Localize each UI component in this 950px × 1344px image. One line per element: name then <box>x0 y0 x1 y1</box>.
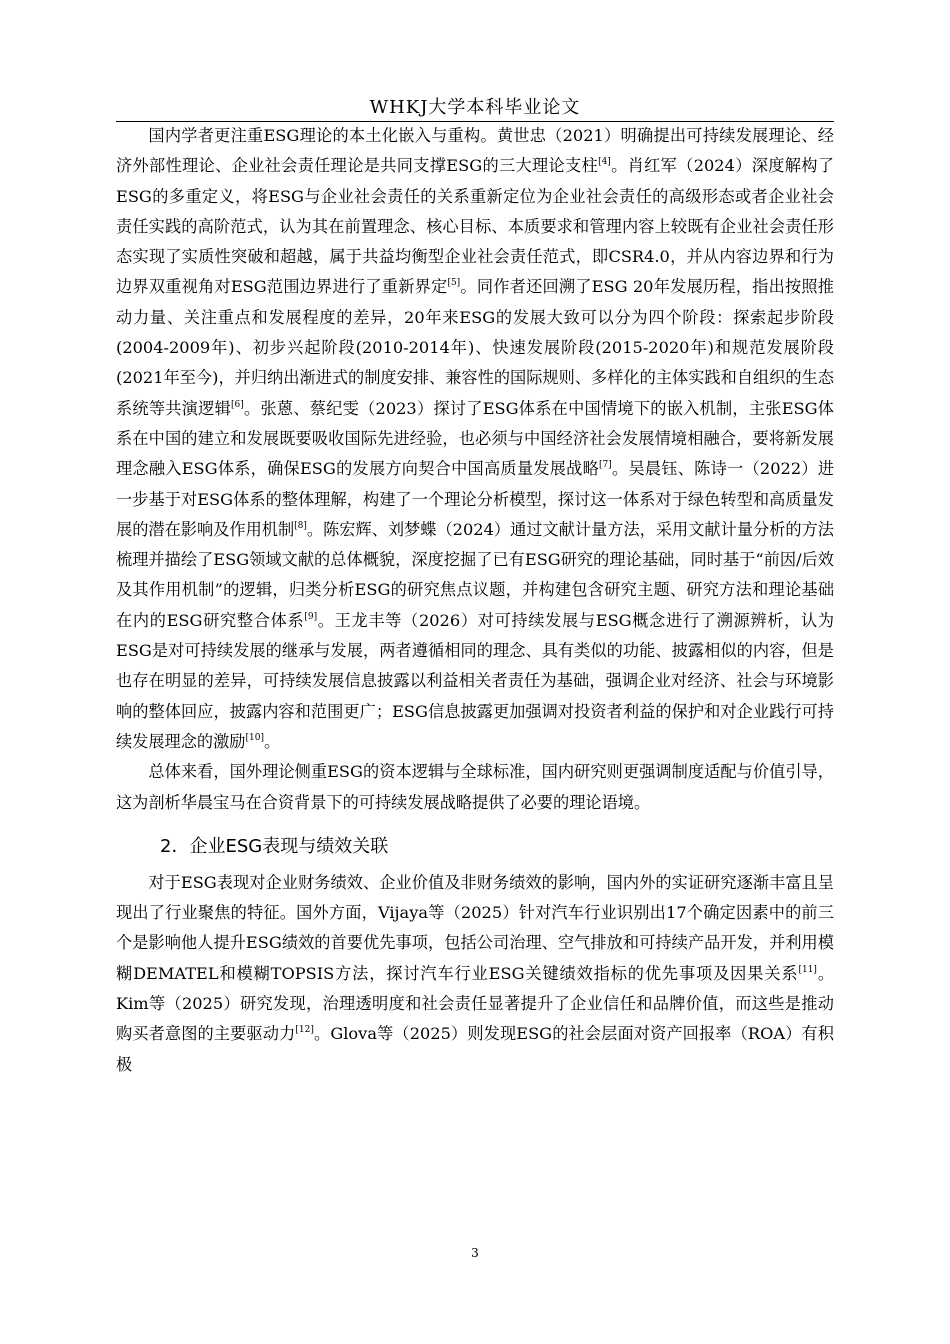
text-segment: 。Kim等（2025）研究发现，治理透明度和社会责任显著提升了企业信任和品牌价值，而这些是推动购买者意图的主要驱动力 <box>116 963 835 1044</box>
body-paragraph <box>116 121 834 757</box>
running-header: WHKJ大学本科毕业论文 <box>369 97 581 118</box>
text-segment: 。张蒽、蔡纪雯（2023）探讨了ESG体系在中国情境下的嵌入机制，主张ESG体系在中国的建立和发展既要吸收国际先进经验，也必须与中国经济社会发展情境相融合，要将新发展理念融入ESG体系，确保ESG的发展方向契合中国高质量发展战略 <box>116 398 834 479</box>
text-segment: 总体来看，国外理论侧重ESG的资本逻辑与全球标准，国内研究则更强调制度适配与价值引导，这为剖析华晨宝马在合资背景下的可持续发展战略提供了必要的理论语境。 <box>116 762 834 812</box>
text-segment: 。同作者还回溯了ESG 20年发展历程，指出按照推动力量、关注重点和发展程度的差异，20年来ESG的发展大致可以分为四个阶段：探索起步阶段(2004-2009年)、初步兴起阶段(2010-2014年)、快速发展阶段(2015-2020年)和规范发展阶段(2021年至今)，并归纳出渐进式的制度安排、兼容性的国际规则、多样化的主体实践和自组织的生态系统等共演逻辑 <box>116 277 834 418</box>
text-segment: 。陈宏辉、刘梦蝶（2024）通过文献计量方法，采用文献计量分析的方法梳理并描绘了ESG领域文献的总体概貌，深度挖掘了已有ESG研究的理论基础，同时基于“前因/后效及其作用机制”的逻辑，归类分析ESG的研究焦点议题，并构建包含研究主题、研究方法和理论基础在内的ESG研究整合体系 <box>116 519 834 630</box>
citation-marker: [8] <box>294 520 307 531</box>
citation-marker: [4] <box>598 157 611 168</box>
text-segment: 。吴晨钰、陈诗一（2022）进一步基于对ESG体系的整体理解，构建了一个理论分析模型，探讨这一体系对于绿色转型和高质量发展的潜在影响及作用机制 <box>116 459 834 539</box>
page-number: 3 <box>471 1246 479 1260</box>
section-heading <box>116 832 834 862</box>
citation-marker: [7] <box>599 460 612 471</box>
citation-marker: [11] <box>798 964 817 975</box>
text-segment: 国内学者更注重ESG理论的本土化嵌入与重构。黄世忠（2021）明确提出可持续发展理论、经济外部性理论、企业社会责任理论是共同支撑ESG的三大理论支柱 <box>116 126 834 176</box>
body-paragraph <box>116 757 834 818</box>
citation-marker: [10] <box>245 732 264 743</box>
citation-marker: [12] <box>295 1025 314 1036</box>
citation-marker: [6] <box>231 399 244 410</box>
text-segment: 。王龙丰等（2026）对可持续发展与ESG概念进行了溯源辨析，认为ESG是对可持续发展的继承与发展，两者遵循相同的理念、具有类似的功能、披露相似的内容，但是也存在明显的差异，可持续发展信息披露以利益相关者责任为基础，强调企业对经济、社会与环境影响的整体回应，披露内容和范围更广；ESG信息披露更加强调对投资者利益的保护和对企业践行可持续发展理念的激励 <box>116 610 835 751</box>
citation-marker: [9] <box>304 611 318 622</box>
document-body <box>116 121 834 1080</box>
text-segment: 2．企业ESG表现与绩效关联 <box>160 835 389 857</box>
text-segment: 对于ESG表现对企业财务绩效、企业价值及非财务绩效的影响，国内外的实证研究逐渐丰富且呈现出了行业聚焦的特征。国外方面，Vijaya等（2025）针对汽车行业识别出17个确定因素中的前三个是影响他人提升ESG绩效的首要优先事项，包括公司治理、空气排放和可持续产品开发，并利用模糊DEMATEL和模糊TOPSIS方法，探讨汽车行业ESG关键绩效指标的优先事项及因果关系 <box>116 872 834 983</box>
citation-marker: [5] <box>447 278 461 289</box>
text-segment: 。 <box>263 731 281 751</box>
text-segment: 。肖红军（2024）深度解构了ESG的多重定义，将ESG与企业社会责任的关系重新定位为企业社会责任的高级形态或者企业社会责任实践的高阶范式，认为其在前置理念、核心目标、本质要求和管理内容上较既有企业社会责任形态实现了实质性突破和超越，属于共益均衡型企业社会责任范式，即CSR4.0，并从内容边界和行为边界双重视角对ESG范围边界进行了重新界定 <box>116 156 834 297</box>
text-segment: 。Glova等（2025）则发现ESG的社会层面对资产回报率（ROA）有积极 <box>116 1024 834 1074</box>
body-paragraph <box>116 868 834 1080</box>
